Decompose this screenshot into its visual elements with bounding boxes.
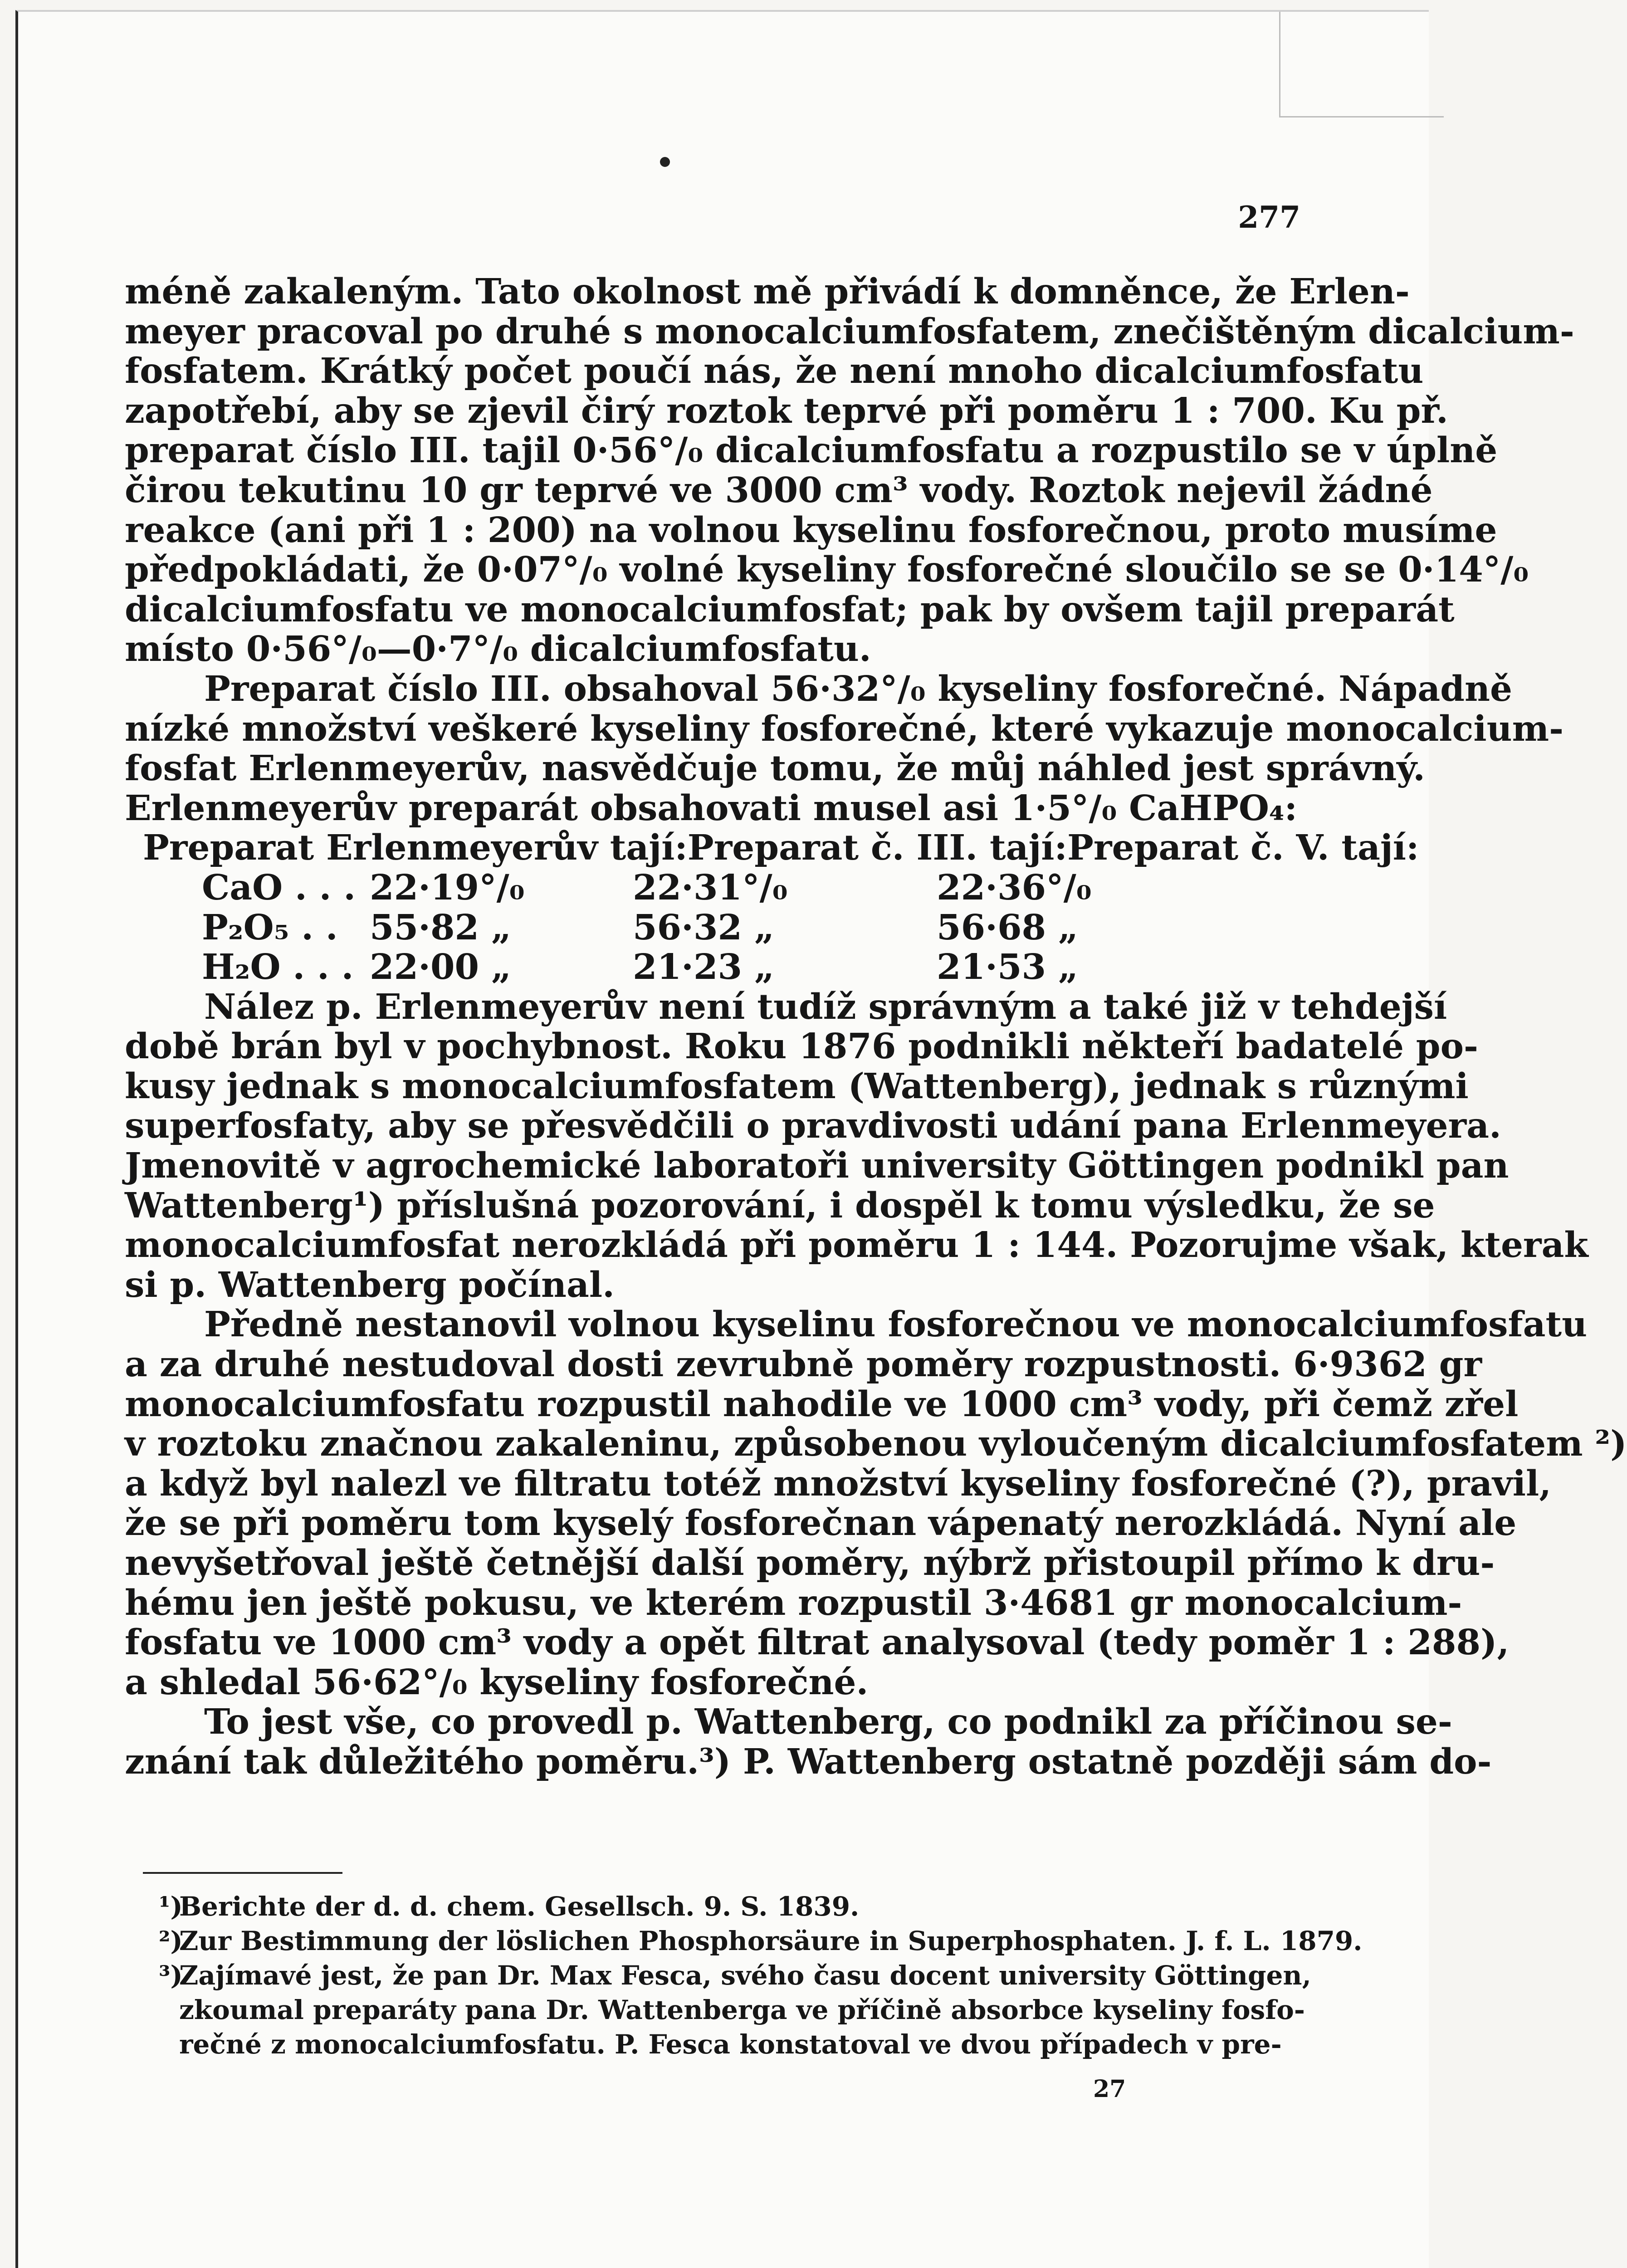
text-line: fosfatem. Krátký počet poučí nás, že není mnoho dicalciumfosfatu	[125, 351, 1424, 392]
table-header	[125, 827, 1419, 869]
footnote-rule	[143, 1872, 342, 1874]
cell-prep-v: 56·68 „	[937, 907, 1079, 948]
footnote-marker: ³)	[159, 1960, 183, 1991]
cell-erlenmeyer: 22·19°/₀	[370, 867, 525, 908]
text-line: Erlenmeyerův preparát obsahovati musel asi 1·5°/₀ CaHPO₄:	[125, 787, 1298, 829]
text-line: a když byl nalezl ve filtratu totéž množství kyseliny fosforečné (?), pravil,	[125, 1463, 1552, 1504]
text-line: době brán byl v pochybnost. Roku 1876 podnikli někteří badatelé po-	[125, 1026, 1478, 1067]
text-line: Nález p. Erlenmeyerův není tudíž správným a také již v tehdejší	[204, 986, 1447, 1027]
paragraph-1	[125, 271, 1574, 670]
text-line: Jmenovitě v agrochemické laboratoři university Göttingen podnikl pan	[125, 1145, 1509, 1187]
row-label: CaO . . .	[202, 867, 356, 908]
signature-mark: 27	[1093, 2075, 1126, 2103]
text-line: dicalciumfosfatu ve monocalciumfosfat; pak by ovšem tajil preparát	[125, 589, 1455, 630]
header-erlenmeyer: Preparat Erlenmeyerův tají:	[143, 827, 688, 869]
paragraph-5	[125, 1701, 1492, 1782]
text-line: monocalciumfosfatu rozpustil nahodile ve 1000 cm³ vody, při čemž zřel	[125, 1383, 1519, 1425]
header-prep-iii: Preparat č. III. tají:	[687, 827, 1067, 869]
text-line: meyer pracoval po druhé s monocalciumfosfatem, znečištěným dicalcium-	[125, 311, 1574, 352]
main-text	[125, 271, 1627, 1782]
footnote-text: Zur Bestimmung der löslichen Phosphorsäure in Superphosphaten. J. f. L. 1879.	[179, 1926, 1363, 1956]
cell-erlenmeyer: 22·00 „	[370, 947, 512, 988]
text-line: předpokládati, že 0·07°/₀ volné kyseliny fosforečné sloučilo se se 0·14°/₀	[125, 549, 1529, 591]
row-label: P₂O₅ . .	[202, 907, 338, 948]
text-line: v roztoku značnou zakaleninu, způsobenou vyloučeným dicalciumfosfatem ²)	[125, 1423, 1627, 1465]
footnote-marker: ²)	[159, 1926, 183, 1956]
footnote-marker: ¹)	[159, 1891, 183, 1922]
paragraph-2	[125, 668, 1564, 829]
text-line: nevyšetřoval ještě četnější další poměry, nýbrž přistoupil přímo k dru-	[125, 1543, 1495, 1584]
cell-erlenmeyer: 55·82 „	[370, 907, 512, 948]
paragraph-4	[125, 1304, 1627, 1703]
footnote-text: rečné z monocalciumfosfatu. P. Fesca konstatoval ve dvou případech v pre-	[179, 2029, 1282, 2060]
cell-prep-iii: 22·31°/₀	[633, 867, 788, 908]
footnotes	[159, 1889, 1363, 2062]
text-line: si p. Wattenberg počínal.	[125, 1264, 615, 1305]
row-label: H₂O . . .	[202, 947, 354, 988]
text-line: a za druhé nestudoval dosti zevrubně poměry rozpustnosti. 6·9362 gr	[125, 1344, 1482, 1385]
text-line: čirou tekutinu 10 gr teprvé ve 3000 cm³ vody. Roztok nejevil žádné	[125, 469, 1433, 511]
text-line: hému jen ještě pokusu, ve kterém rozpustil 3·4681 gr monocalcium-	[125, 1582, 1462, 1623]
table-row	[125, 868, 1211, 908]
text-line: zapotřebí, aby se zjevil čirý roztok teprvé při poměru 1 : 700. Ku př.	[125, 390, 1448, 431]
text-line: Wattenberg¹) příslušná pozorování, i dospěl k tomu výsledku, že se	[125, 1185, 1435, 1226]
text-line: fosfat Erlenmeyerův, nasvědčuje tomu, že můj náhled jest správný.	[125, 748, 1425, 789]
text-line: monocalciumfosfat nerozkládá při poměru 1 : 144. Pozorujme však, kterak	[125, 1225, 1588, 1266]
footnote-3	[159, 1958, 1311, 1993]
footnote-text: Berichte der d. d. chem. Gesellsch. 9. S. 1839.	[179, 1891, 860, 1922]
text-line: nízké množství veškeré kyseliny fosforečné, které vykazuje monocalcium-	[125, 708, 1564, 749]
text-line: a shledal 56·62°/₀ kyseliny fosforečné.	[125, 1662, 869, 1703]
footnote-text: zkoumal preparáty pana Dr. Wattenberga ve příčině absorbce kyseliny fosfo-	[179, 1994, 1305, 2025]
text-line: superfosfaty, aby se přesvědčili o pravdivosti udání pana Erlenmeyera.	[125, 1105, 1501, 1147]
table-row	[125, 948, 1211, 987]
text-line: Preparat číslo III. obsahoval 56·32°/₀ kyseliny fosforečné. Nápadně	[204, 668, 1512, 709]
text-line: znání tak důležitého poměru.³) P. Wattenberg ostatně později sám do-	[125, 1741, 1492, 1782]
cell-prep-v: 22·36°/₀	[937, 867, 1092, 908]
text-line: To jest vše, co provedl p. Wattenberg, co podnikl za příčinou se-	[204, 1701, 1452, 1743]
cell-prep-v: 21·53 „	[937, 947, 1079, 988]
composition-table	[125, 827, 1419, 988]
cell-prep-iii: 21·23 „	[633, 947, 775, 988]
text-line: Předně nestanovil volnou kyselinu fosforečnou ve monocalciumfosfatu	[204, 1304, 1588, 1345]
text-line: místo 0·56°/₀—0·7°/₀ dicalciumfosfatu.	[125, 629, 871, 670]
scan-edge-frame	[1279, 12, 1444, 117]
text-line: kusy jednak s monocalciumfosfatem (Wattenberg), jednak s různými	[125, 1066, 1469, 1107]
header-prep-v: Preparat č. V. tají:	[1067, 827, 1419, 869]
footnote-1	[159, 1889, 1213, 1924]
text-line: preparat číslo III. tajil 0·56°/₀ dicalciumfosfatu a rozpustilo se v úplně	[125, 430, 1498, 471]
table-row	[125, 908, 1211, 948]
text-line: méně zakaleným. Tato okolnost mě přivádí k domněnce, že Erlen-	[125, 271, 1410, 312]
text-line: reakce (ani při 1 : 200) na volnou kyselinu fosforečnou, proto musíme	[125, 509, 1497, 551]
cell-prep-iii: 56·32 „	[633, 907, 775, 948]
ink-dot	[660, 157, 670, 167]
footnote-2	[159, 1924, 1363, 1958]
page-number: 277	[1238, 200, 1300, 235]
footnote-text: Zajímavé jest, že pan Dr. Max Fesca, svého času docent university Göttingen,	[179, 1960, 1311, 1991]
text-line: fosfatu ve 1000 cm³ vody a opět filtrat analysoval (tedy poměr 1 : 288),	[125, 1622, 1510, 1663]
text-line: že se při poměru tom kyselý fosforečnan vápenatý nerozkládá. Nyní ale	[125, 1503, 1517, 1544]
paragraph-3	[125, 986, 1588, 1305]
